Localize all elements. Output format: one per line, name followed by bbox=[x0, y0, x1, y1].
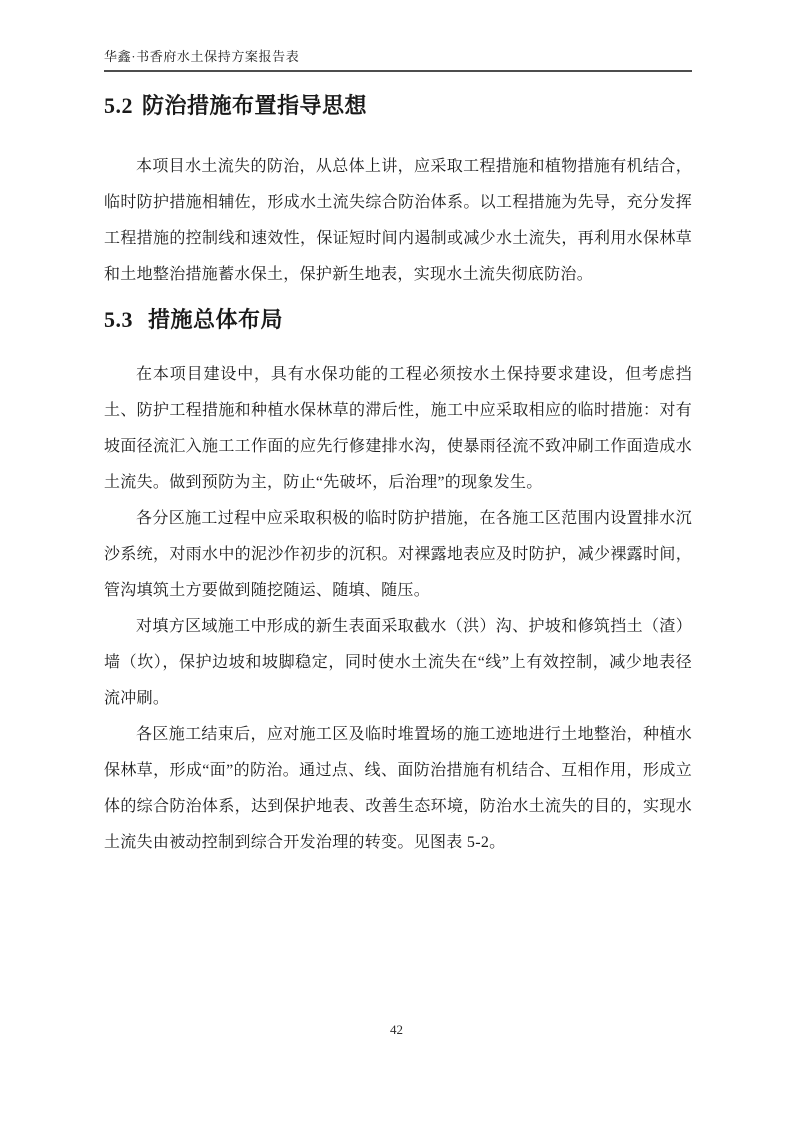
section-title: 措施总体布局 bbox=[148, 307, 284, 332]
section-title: 防治措施布置指导思想 bbox=[142, 93, 368, 118]
section-number: 5.3 bbox=[104, 307, 133, 332]
section-number: 5.2 bbox=[104, 93, 133, 118]
paragraph: 对填方区域施工中形成的新生表面采取截水（洪）沟、护坡和修筑挡土（渣）墙（坎），保护边坡和坡脚稳定，同时使水土流失在“线”上有效控制，减少地表径流冲刷。 bbox=[104, 618, 692, 707]
section-heading-5-3 bbox=[104, 304, 692, 336]
paragraph: 本项目水土流失的防治，从总体上讲，应采取工程措施和植物措施有机结合，临时防护措施相辅佐，形成水土流失综合防治体系。以工程措施为先导，充分发挥工程措施的控制线和速效性，保证短时间内遏制或减少水土流失，再利用水保林草和土地整治措施蓄水保土，保护新生地表，实现水土流失彻底防治。 bbox=[104, 158, 692, 283]
section-heading-5-2 bbox=[104, 90, 692, 122]
paragraph: 各区施工结束后，应对施工区及临时堆置场的施工迹地进行土地整治，种植水保林草，形成“面”的防治。通过点、线、面防治措施有机结合、互相作用，形成立体的综合防治体系，达到保护地表、改善生态环境，防治水土流失的目的，实现水土流失由被动控制到综合开发治理的转变。见图表 5-2。 bbox=[104, 726, 692, 851]
document-body bbox=[104, 90, 692, 861]
page-number: 42 bbox=[390, 1022, 403, 1037]
paragraph: 各分区施工过程中应采取积极的临时防护措施，在各施工区范围内设置排水沉沙系统，对雨水中的泥沙作初步的沉积。对裸露地表应及时防护，减少裸露时间，管沟填筑土方要做到随挖随运、随填、随压。 bbox=[104, 510, 692, 599]
page-footer bbox=[0, 1022, 793, 1038]
paragraph: 在本项目建设中，具有水保功能的工程必须按水土保持要求建设，但考虑挡土、防护工程措施和种植水保林草的滞后性，施工中应采取相应的临时措施：对有坡面径流汇入施工工作面的应先行修建排水沟，使暴雨径流不致冲刷工作面造成水土流失。做到预防为主，防止“先破坏，后治理”的现象发生。 bbox=[104, 366, 692, 491]
page-header bbox=[104, 46, 692, 72]
header-title: 华鑫·书香府水土保持方案报告表 bbox=[104, 49, 300, 64]
